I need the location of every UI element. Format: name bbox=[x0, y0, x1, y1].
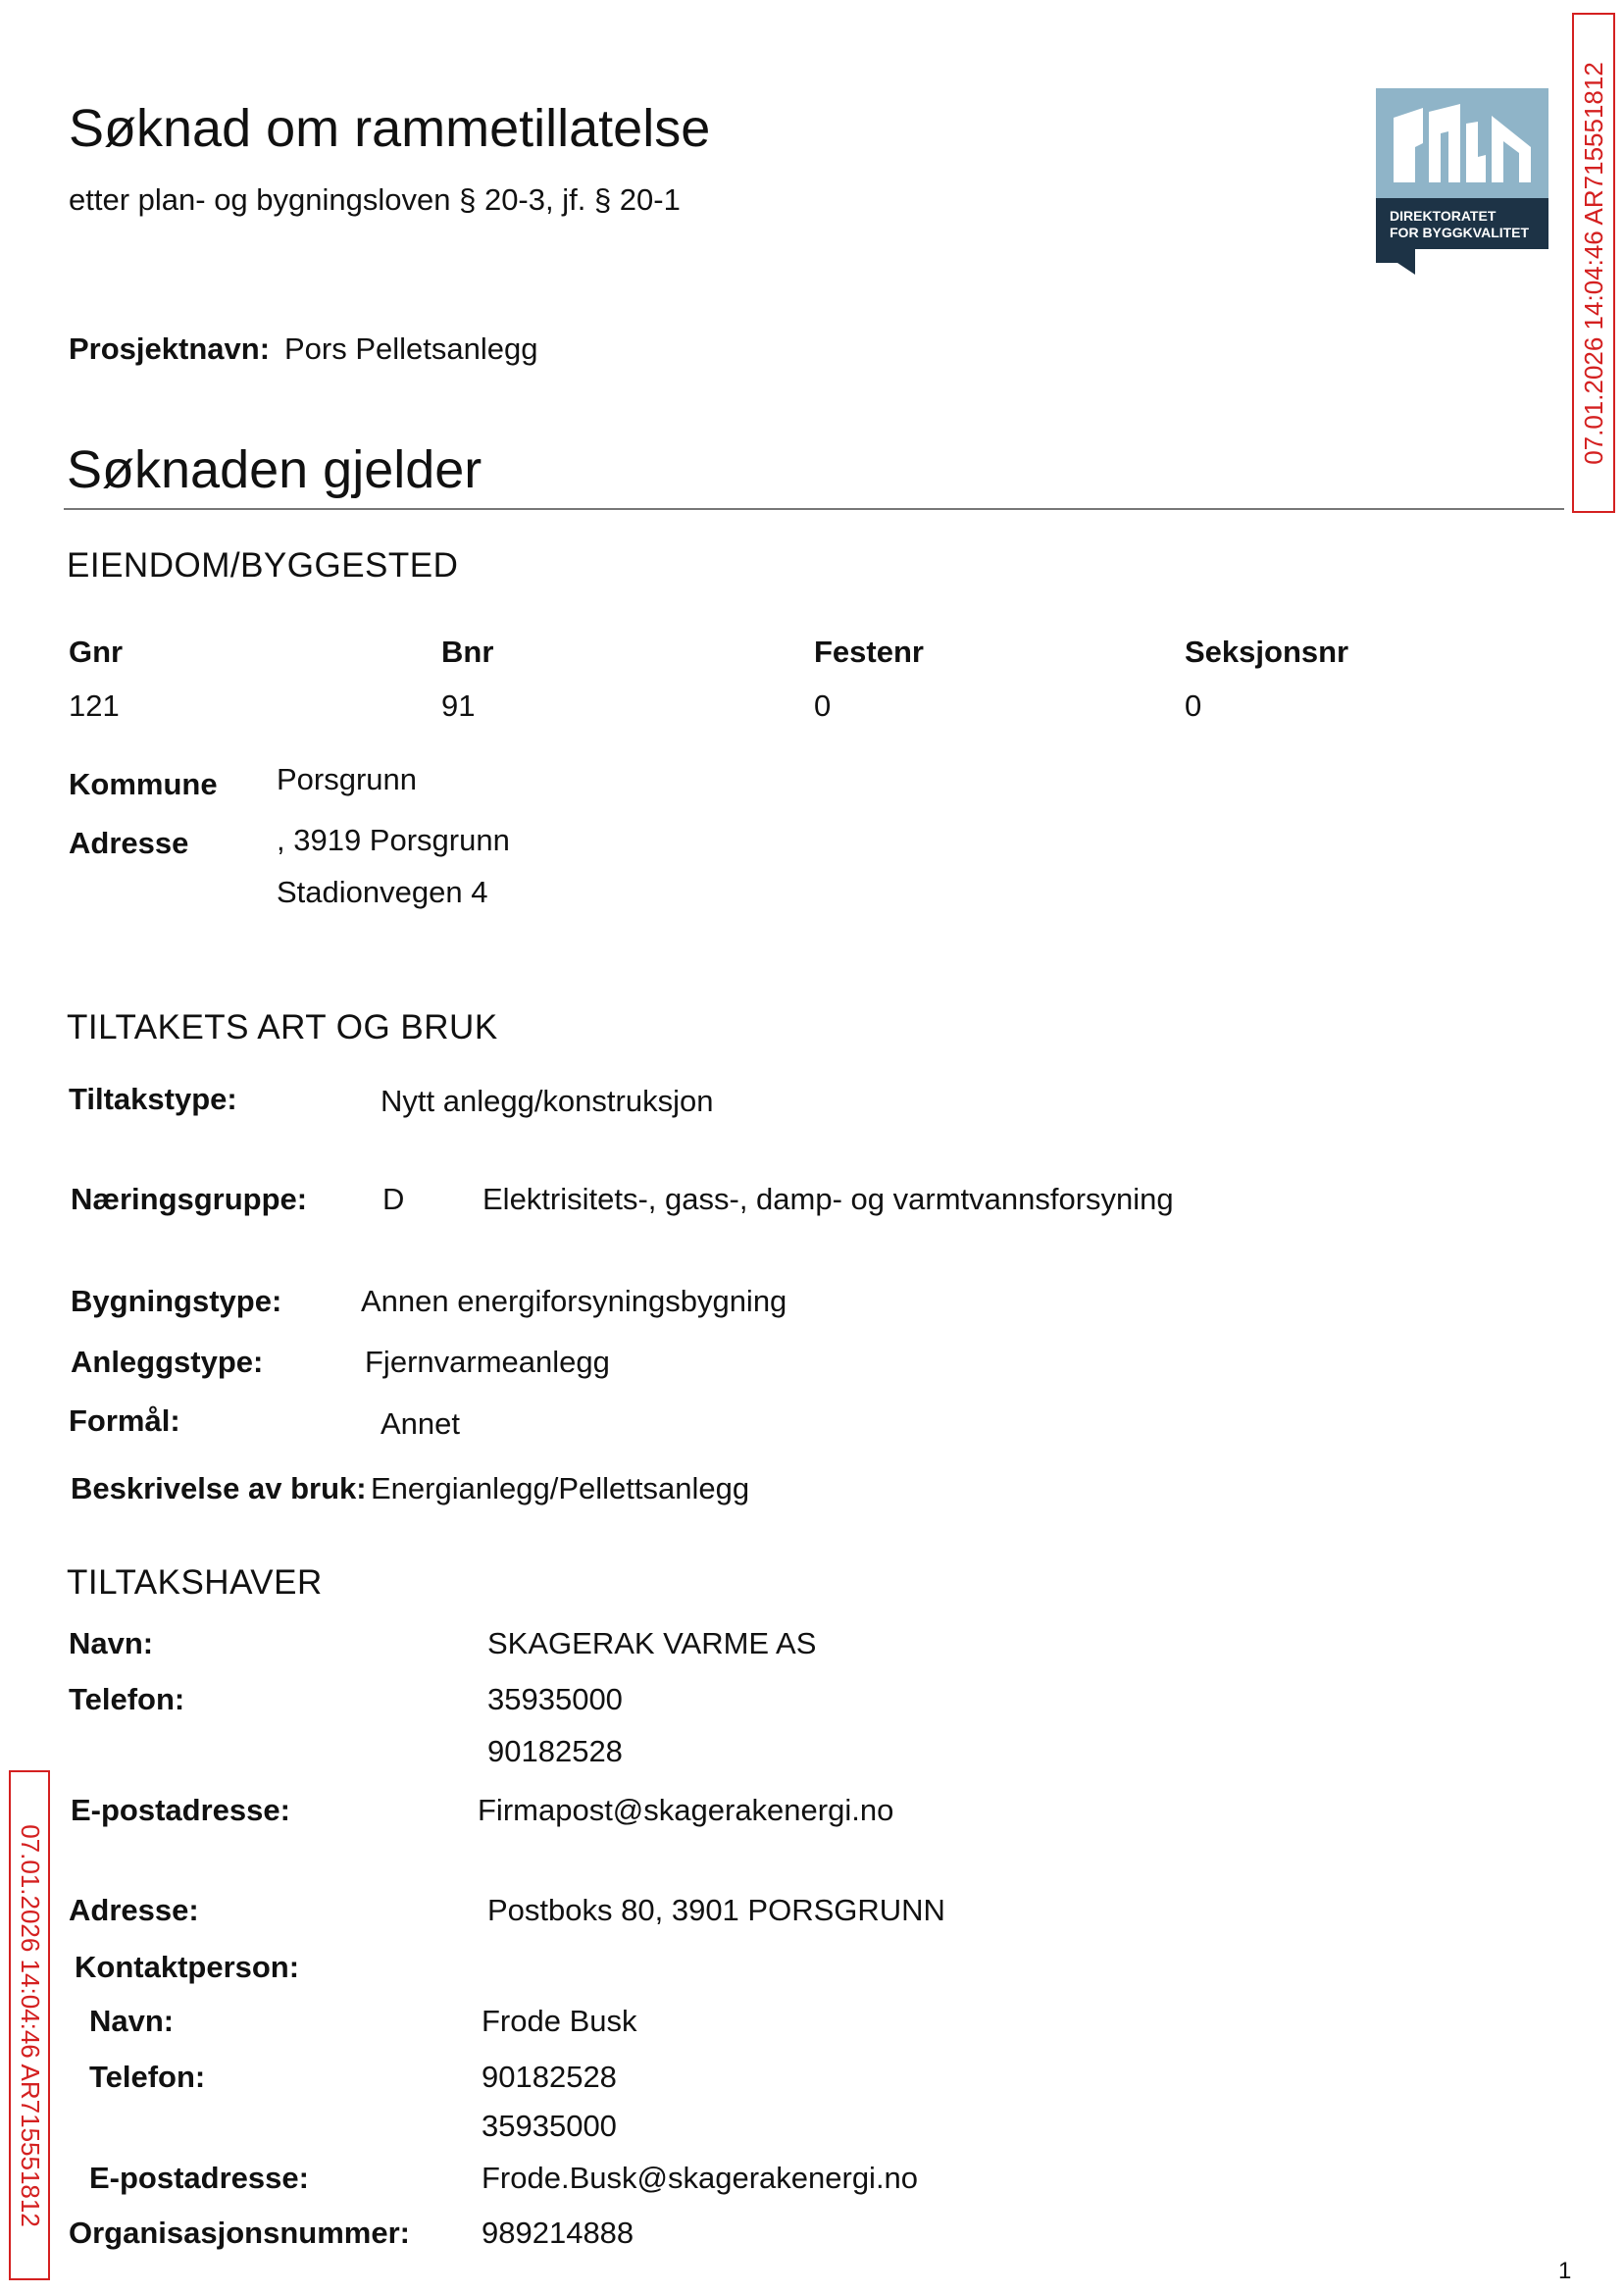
anleggstype-value: Fjernvarmeanlegg bbox=[365, 1345, 610, 1379]
formal-value: Annet bbox=[381, 1406, 461, 1441]
dibk-logo bbox=[1376, 88, 1548, 275]
svg-text:DIREKTORATET: DIREKTORATET bbox=[1390, 208, 1497, 224]
naeringsgruppe-value: Elektrisitets-, gass-, damp- og varmtvannsforsyning bbox=[482, 1182, 1174, 1216]
seksjonsnr-label: Seksjonsnr bbox=[1185, 635, 1349, 669]
document-subtitle: etter plan- og bygningsloven § 20-3, jf. § 20-1 bbox=[69, 182, 681, 217]
applicant-email-value: Firmapost@skagerakenergi.no bbox=[478, 1793, 894, 1827]
contact-phone-1: 90182528 bbox=[482, 2060, 617, 2094]
timestamp-stamp-top-text: 07.01.2026 14:04:46 AR715551812 bbox=[1578, 61, 1608, 465]
beskrivelse-value: Energianlegg/Pellettsanlegg bbox=[371, 1471, 750, 1505]
measure-heading: TILTAKETS ART OG BRUK bbox=[67, 1008, 498, 1046]
formal-label: Formål: bbox=[69, 1403, 180, 1438]
gnr-value: 121 bbox=[69, 688, 120, 723]
document-title: Søknad om rammetillatelse bbox=[69, 99, 711, 158]
timestamp-stamp-left-text: 07.01.2026 14:04:46 AR715551812 bbox=[15, 1823, 45, 2227]
adresse-label: Adresse bbox=[69, 826, 189, 860]
svg-text:FOR BYGGKVALITET: FOR BYGGKVALITET bbox=[1390, 225, 1530, 240]
tiltakstype-label: Tiltakstype: bbox=[69, 1082, 237, 1116]
contact-phone-label: Telefon: bbox=[89, 2060, 206, 2094]
applicant-heading: TILTAKSHAVER bbox=[67, 1563, 323, 1602]
kommune-value: Porsgrunn bbox=[277, 762, 418, 796]
beskrivelse-label: Beskrivelse av bruk: bbox=[71, 1471, 367, 1505]
applicant-address-value: Postboks 80, 3901 PORSGRUNN bbox=[487, 1893, 945, 1927]
timestamp-stamp-left bbox=[9, 1770, 50, 2280]
bnr-value: 91 bbox=[441, 688, 476, 723]
applicant-email-label: E-postadresse: bbox=[71, 1793, 290, 1827]
contact-person-label: Kontaktperson: bbox=[75, 1950, 300, 1984]
org-number-label: Organisasjonsnummer: bbox=[69, 2216, 410, 2250]
project-name-label: Prosjektnavn: bbox=[69, 331, 271, 366]
bygningstype-label: Bygningstype: bbox=[71, 1284, 282, 1318]
applicant-phone-label: Telefon: bbox=[69, 1682, 185, 1716]
adresse-line1: , 3919 Porsgrunn bbox=[277, 823, 510, 857]
section-title: Søknaden gjelder bbox=[67, 440, 482, 499]
adresse-line2: Stadionvegen 4 bbox=[277, 875, 488, 909]
section-divider bbox=[64, 508, 1564, 510]
building-logo-icon bbox=[1376, 88, 1548, 275]
kommune-label: Kommune bbox=[69, 767, 218, 801]
applicant-name-value: SKAGERAK VARME AS bbox=[487, 1626, 817, 1660]
anleggstype-label: Anleggstype: bbox=[71, 1345, 264, 1379]
page-number: 1 bbox=[1558, 2258, 1572, 2284]
seksjonsnr-value: 0 bbox=[1185, 688, 1202, 723]
tiltakstype-value: Nytt anlegg/konstruksjon bbox=[381, 1084, 714, 1118]
timestamp-stamp-top bbox=[1572, 13, 1615, 513]
festenr-value: 0 bbox=[814, 688, 832, 723]
applicant-name-label: Navn: bbox=[69, 1626, 154, 1660]
bygningstype-value: Annen energiforsyningsbygning bbox=[361, 1284, 787, 1318]
contact-name-value: Frode Busk bbox=[482, 2004, 637, 2038]
project-name-value: Pors Pelletsanlegg bbox=[284, 331, 538, 366]
contact-email-label: E-postadresse: bbox=[89, 2161, 309, 2195]
applicant-phone-1: 35935000 bbox=[487, 1682, 623, 1716]
applicant-phone-2: 90182528 bbox=[487, 1734, 623, 1768]
property-heading: EIENDOM/BYGGESTED bbox=[67, 546, 459, 585]
gnr-label: Gnr bbox=[69, 635, 124, 669]
naeringsgruppe-label: Næringsgruppe: bbox=[71, 1182, 308, 1216]
naeringsgruppe-code: D bbox=[382, 1182, 405, 1216]
festenr-label: Festenr bbox=[814, 635, 924, 669]
bnr-label: Bnr bbox=[441, 635, 494, 669]
applicant-address-label: Adresse: bbox=[69, 1893, 199, 1927]
contact-email-value: Frode.Busk@skagerakenergi.no bbox=[482, 2161, 919, 2195]
contact-name-label: Navn: bbox=[89, 2004, 175, 2038]
contact-phone-2: 35935000 bbox=[482, 2109, 617, 2143]
org-number-value: 989214888 bbox=[482, 2216, 634, 2250]
